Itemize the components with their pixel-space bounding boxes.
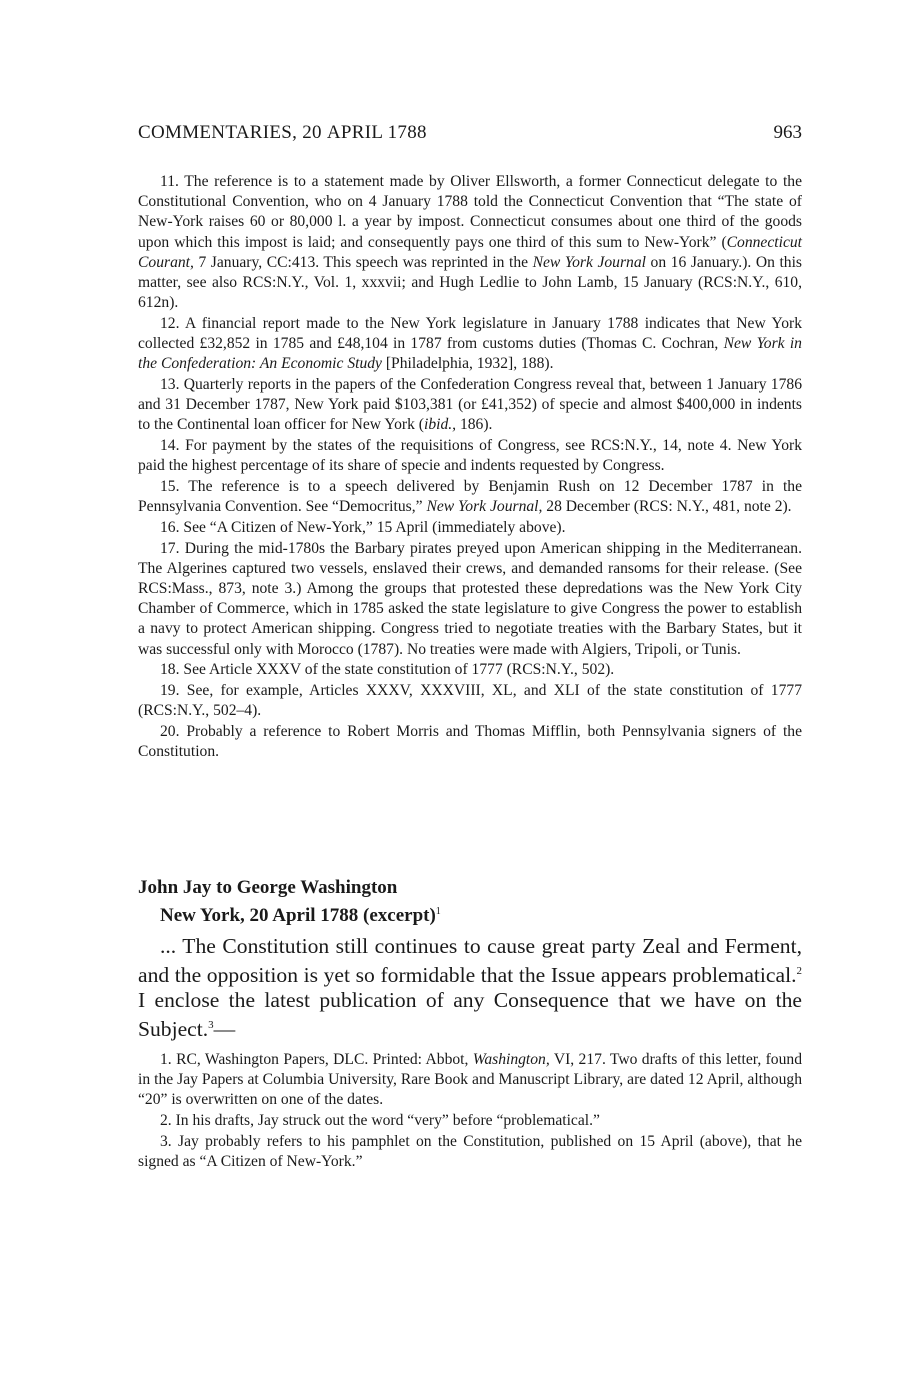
- note-12: 12. A financial report made to the New York legislature in January 1788 indicates that New York collected £32,852 in 1785 and £48,104 in 1787 from customs duties (Thomas C. Cochran, New York in the Confederation: An Economic Study [Philadelphia, 1932], 188).: [138, 314, 802, 373]
- footnote-marker: 2: [796, 965, 802, 977]
- footnote-marker: 1: [435, 906, 441, 917]
- note-17: 17. During the mid-1780s the Barbary pirates preyed upon American shipping in the Mediterranean. The Algerines captured two vessels, enslaved their crews, and demanded ransoms for their release. (See RCS:Mass., 873, note 3.) Among the groups that protested these depredations was the New York City Chamber of Commerce, which in 1785 asked the state legislature to give Congress the power to establish a navy to protect American shipping. Congress tried to negotiate treaties with the Barbary States, but it was successful only with Morocco (1787). No treaties were made with Algiers, Tripoli, or Tunis.: [138, 539, 802, 658]
- note-11: 11. The reference is to a statement made by Oliver Ellsworth, a former Connecticut delegate to the Constitutional Convention, who on 4 January 1788 told the Connecticut Convention that “The state of New-York raises 60 or 80,000 l. a year by impost. Connecticut consumes about one third of the goods upon which this impost is laid; and consequently pays one third of this sum to New-York” (Connecticut Courant, 7 January, CC:413. This speech was reprinted in the New York Journal on 16 January.). On this matter, see also RCS:N.Y., Vol. 1, xxxvii; and Hugh Ledlie to John Lamb, 15 January (RCS:N.Y., 610, 612n).: [138, 173, 802, 312]
- letter-note-2: 2. In his drafts, Jay struck out the word “very” before “problematical.”: [160, 1112, 600, 1130]
- note-18: 18. See Article XXXV of the state constitution of 1777 (RCS:N.Y., 502).: [160, 661, 615, 679]
- letter-note-3: 3. Jay probably refers to his pamphlet on the Constitution, published on 15 April (above), that he signed as “A Citizen of New-York.”: [138, 1132, 802, 1171]
- letter-notes: [138, 1050, 802, 1172]
- document-title: John Jay to George Washington: [138, 877, 398, 898]
- running-head-title: COMMENTARIES, 20 APRIL 1788: [138, 122, 427, 143]
- letter-paragraph: ... The Constitution still continues to cause great party Zeal and Ferment, and the opposition is yet so formidable that the Issue appears problematical.$^2$ I enclose the latest publication of any Consequence that we have on the Subject.$^3$—: [138, 934, 802, 1041]
- document-dateline: New York, 20 April 1788 (excerpt)$^1$: [160, 905, 441, 926]
- note-20: 20. Probably a reference to Robert Morris and Thomas Mifflin, both Pennsylvania signers of the Constitution.: [138, 722, 802, 761]
- letter-body: [138, 934, 802, 1042]
- page-number: 963: [773, 122, 802, 143]
- note-14: 14. For payment by the states of the requisitions of Congress, see RCS:N.Y., 14, note 4. New York paid the highest percentage of its share of specie and indents requested by Congress.: [138, 437, 802, 475]
- note-15: 15. The reference is to a speech delivered by Benjamin Rush on 12 December 1787 in the Pennsylvania Convention. See “Democritus,” New York Journal, 28 December (RCS: N.Y., 481, note 2).: [138, 478, 802, 516]
- note-13: 13. Quarterly reports in the papers of the Confederation Congress reveal that, between 1 January 1786 and 31 December 1787, New York paid $103,381 (or £41,352) of specie and almost $400,000 in indents to the Continental loan officer for New York (ibid., 186).: [138, 376, 802, 434]
- footnote-marker: 3: [208, 1019, 214, 1031]
- running-head: [138, 122, 802, 150]
- document-heading: [138, 876, 802, 928]
- note-16: 16. See “A Citizen of New-York,” 15 April (immediately above).: [160, 518, 566, 536]
- note-19: 19. See, for example, Articles XXXV, XXXVIII, XL, and XLI of the state constitution of 1777 (RCS:N.Y., 502–4).: [138, 682, 802, 720]
- letter-note-1: 1. RC, Washington Papers, DLC. Printed: Abbot, Washington, VI, 217. Two drafts of this letter, found in the Jay Papers at Columbia University, Rare Book and Manuscript Library, are dated 12 April, although “20” is overwritten on one of the dates.: [138, 1051, 802, 1109]
- commentary-notes: [138, 172, 802, 762]
